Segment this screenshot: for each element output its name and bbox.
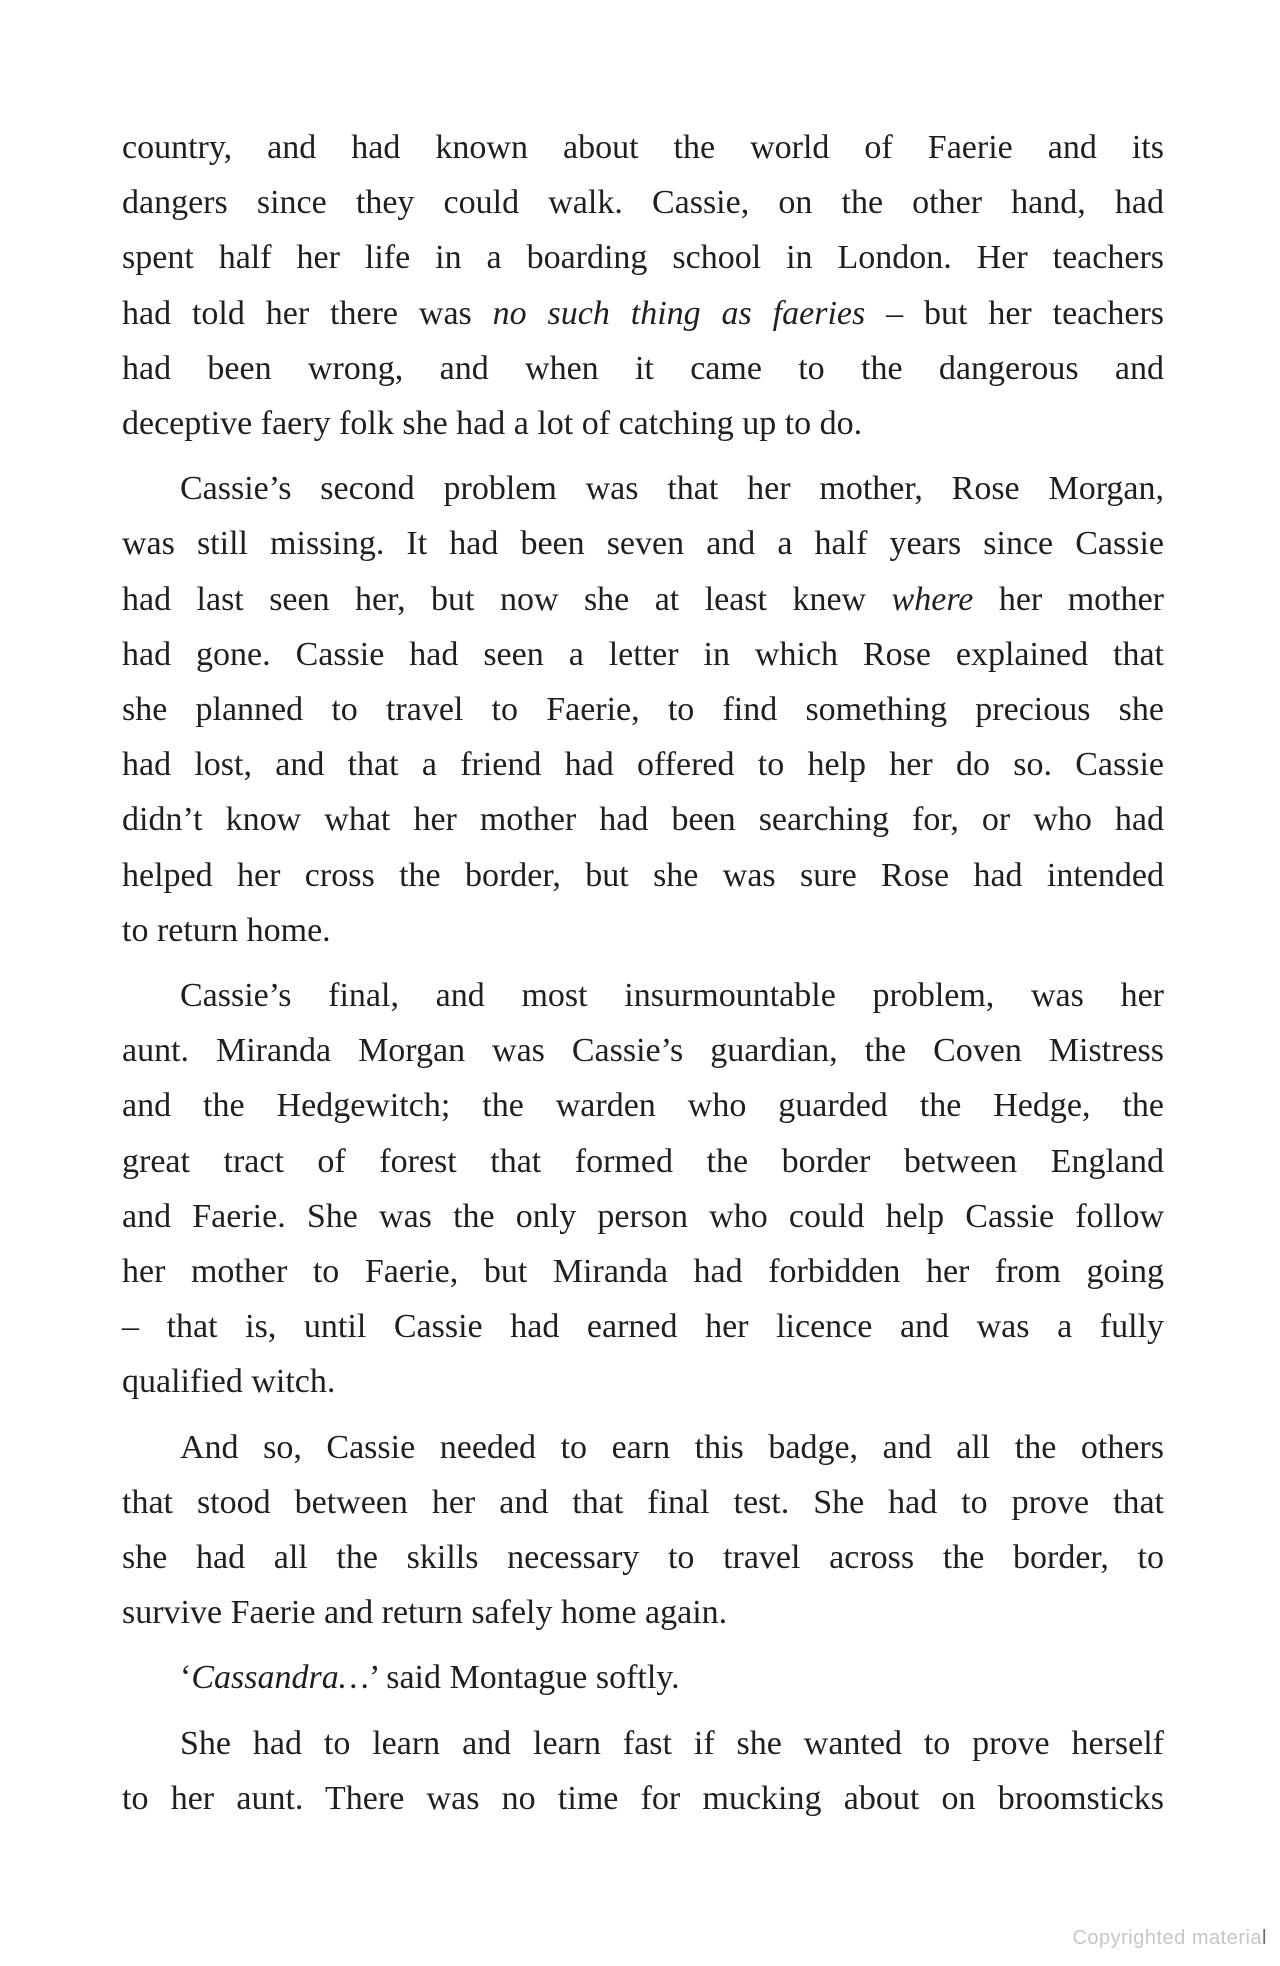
text-line — [122, 848, 1164, 903]
text-run: was still missing. It had been seven and a half years since Cassie — [122, 525, 1164, 563]
text-line — [122, 230, 1164, 285]
paragraph — [122, 120, 1164, 451]
paragraph — [122, 968, 1164, 1410]
text-run: qualified witch. — [122, 1363, 336, 1401]
text-line — [122, 968, 1164, 1023]
page-text — [122, 120, 1164, 1826]
text-line — [122, 792, 1164, 847]
text-line — [122, 461, 1164, 516]
text-line — [122, 1716, 1164, 1771]
italic-text: no such thing as faeries — [492, 294, 866, 332]
text-run: her mother to Faerie, but Miranda had forbidden her from going — [122, 1253, 1164, 1291]
text-run: had been wrong, and when it came to the dangerous and — [122, 349, 1164, 387]
text-line — [122, 1475, 1164, 1530]
text-run: had lost, and that a friend had offered to help her do so. Cassie — [122, 746, 1164, 784]
text-run: her mother — [973, 580, 1164, 618]
text-line — [122, 516, 1164, 571]
text-run: ’ said Montague softly. — [368, 1659, 680, 1697]
text-run: – but her teachers — [865, 294, 1164, 332]
text-run: helped her cross the border, but she was sure Rose had intended — [122, 856, 1164, 894]
text-run: Cassie’s final, and most insurmountable problem, was her — [180, 977, 1164, 1015]
text-line — [122, 572, 1164, 627]
text-line — [122, 1354, 1164, 1409]
text-line — [122, 341, 1164, 396]
text-line — [122, 1023, 1164, 1078]
paragraph — [122, 1650, 1164, 1705]
text-run: and the Hedgewitch; the warden who guarded the Hedge, the — [122, 1087, 1164, 1125]
text-run: that stood between her and that final test. She had to prove that — [122, 1483, 1164, 1521]
text-run: to return home. — [122, 911, 331, 949]
text-line — [122, 682, 1164, 737]
text-line — [122, 1078, 1164, 1133]
text-run: deceptive faery folk she had a lot of catching up to do. — [122, 405, 863, 443]
text-run: had told her there was — [122, 294, 493, 332]
watermark-text: Copyrighted materia — [1072, 1927, 1263, 1949]
text-run: to her aunt. There was no time for mucking about on broomsticks — [122, 1779, 1164, 1817]
text-run: dangers since they could walk. Cassie, on the other hand, had — [122, 184, 1164, 222]
text-run: – that is, until Cassie had earned her licence and was a fully — [122, 1308, 1164, 1346]
text-run: survive Faerie and return safely home again. — [122, 1594, 728, 1632]
text-line — [122, 120, 1164, 175]
paragraph — [122, 1716, 1164, 1826]
text-line — [122, 286, 1164, 341]
text-run: had gone. Cassie had seen a letter in which Rose explained that — [122, 635, 1164, 673]
text-line — [122, 1420, 1164, 1475]
text-run: had last seen her, but now she at least knew — [122, 580, 892, 618]
paragraph — [122, 1420, 1164, 1641]
text-line — [122, 396, 1164, 451]
text-line — [122, 1530, 1164, 1585]
italic-text: where — [891, 580, 974, 618]
watermark-text-end: l — [1262, 1927, 1267, 1949]
italic-text: Cassandra… — [191, 1659, 369, 1697]
text-line — [122, 1771, 1164, 1826]
text-line — [122, 1134, 1164, 1189]
text-run: she had all the skills necessary to travel across the border, to — [122, 1539, 1164, 1577]
text-run: she planned to travel to Faerie, to find something precious she — [122, 691, 1164, 729]
text-run: spent half her life in a boarding school in London. Her teachers — [122, 239, 1164, 277]
text-line — [122, 737, 1164, 792]
text-line — [122, 175, 1164, 230]
text-run: country, and had known about the world of Faerie and its — [122, 129, 1164, 166]
text-line — [122, 1244, 1164, 1299]
text-run: She had to learn and learn fast if she wanted to prove herself — [180, 1724, 1164, 1762]
text-run: ‘ — [180, 1659, 192, 1697]
copyright-watermark — [1072, 1927, 1267, 1950]
text-run: great tract of forest that formed the border between England — [122, 1142, 1164, 1180]
text-line — [122, 1299, 1164, 1354]
text-line — [122, 627, 1164, 682]
text-line — [122, 903, 1164, 958]
text-line — [122, 1189, 1164, 1244]
text-run: And so, Cassie needed to earn this badge, and all the others — [180, 1428, 1164, 1466]
paragraph — [122, 461, 1164, 958]
text-line — [122, 1585, 1164, 1640]
text-line — [122, 1650, 1164, 1705]
text-run: didn’t know what her mother had been searching for, or who had — [122, 801, 1164, 839]
text-run: and Faerie. She was the only person who could help Cassie follow — [122, 1197, 1164, 1235]
text-run: aunt. Miranda Morgan was Cassie’s guardian, the Coven Mistress — [122, 1032, 1164, 1070]
text-run: Cassie’s second problem was that her mother, Rose Morgan, — [180, 470, 1164, 508]
